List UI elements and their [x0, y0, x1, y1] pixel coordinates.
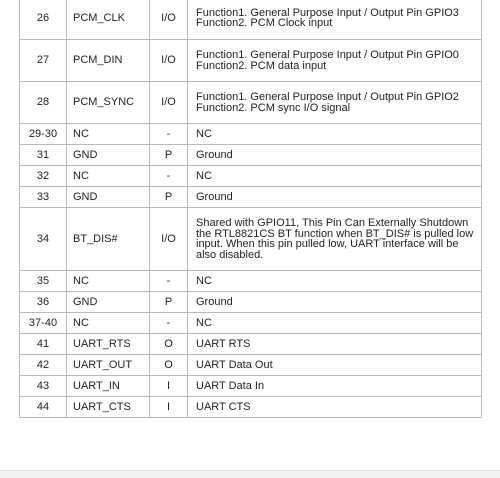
pin-name: NC: [67, 271, 150, 292]
pin-name: UART_IN: [67, 376, 150, 397]
pin-type: I: [150, 397, 188, 418]
pin-name: UART_OUT: [67, 355, 150, 376]
pin-number: 37-40: [20, 313, 67, 334]
description-line: also disabled.: [196, 248, 264, 261]
pin-type: I/O: [150, 40, 188, 82]
table-row: [20, 82, 482, 124]
pin-type: -: [150, 166, 188, 187]
pin-description: [188, 145, 482, 166]
pin-type: -: [150, 313, 188, 334]
table-row: [20, 397, 482, 418]
pin-name: NC: [67, 166, 150, 187]
description-line: UART RTS: [196, 337, 251, 350]
pin-description: [188, 376, 482, 397]
description-line: UART Data In: [196, 379, 265, 392]
pin-description: [188, 40, 482, 82]
pin-description: [188, 313, 482, 334]
pin-number: 43: [20, 376, 67, 397]
pin-type: -: [150, 271, 188, 292]
pin-description: [188, 208, 482, 271]
description-line: Function1. General Purpose Input / Output Pin GPIO3: [196, 6, 459, 19]
pin-number: 34: [20, 208, 67, 271]
pin-type: O: [150, 334, 188, 355]
pin-name: GND: [67, 187, 150, 208]
description-line: Shared with GPIO11, This Pin Can Externally Shutdown: [196, 217, 469, 229]
pin-number: 33: [20, 187, 67, 208]
pin-number: 27: [20, 40, 67, 82]
table-row: [20, 124, 482, 145]
description-line: Ground: [196, 148, 233, 161]
pin-description: [188, 334, 482, 355]
description-line: UART CTS: [196, 400, 251, 413]
description-line: Function2. PCM sync I/O signal: [196, 101, 351, 114]
table-row: [20, 376, 482, 397]
pin-name: PCM_SYNC: [67, 82, 150, 124]
pin-name: GND: [67, 145, 150, 166]
pin-number: 31: [20, 145, 67, 166]
description-line: Function2. PCM Clock input: [196, 17, 333, 29]
pin-description: [188, 292, 482, 313]
table-row: [20, 271, 482, 292]
pin-type: I/O: [150, 208, 188, 271]
table-row: [20, 334, 482, 355]
pin-number: 36: [20, 292, 67, 313]
pin-number: 26: [20, 0, 67, 40]
pin-table-body: [20, 0, 482, 418]
pin-number: 42: [20, 355, 67, 376]
description-line: NC: [196, 274, 212, 287]
table-row: [20, 208, 482, 271]
pin-name: NC: [67, 124, 150, 145]
pin-number: 28: [20, 82, 67, 124]
table-row: [20, 40, 482, 82]
pin-description: [188, 187, 482, 208]
description-line: Function1. General Purpose Input / Output Pin GPIO2: [196, 91, 459, 103]
pin-name: GND: [67, 292, 150, 313]
pin-description: [188, 82, 482, 124]
description-line: input. When this pin pulled low, UART interface will be: [196, 238, 459, 250]
pin-type: O: [150, 355, 188, 376]
table-row: [20, 187, 482, 208]
pin-number: 35: [20, 271, 67, 292]
pin-number: 41: [20, 334, 67, 355]
pin-type: I: [150, 376, 188, 397]
pin-type: P: [150, 292, 188, 313]
pin-description: [188, 355, 482, 376]
description-line: NC: [196, 316, 212, 329]
pin-name: BT_DIS#: [67, 208, 150, 271]
pin-number: 32: [20, 166, 67, 187]
description-line: Ground: [196, 295, 233, 308]
pin-description: [188, 166, 482, 187]
description-line: Function2. PCM data input: [196, 59, 327, 72]
pin-type: P: [150, 145, 188, 166]
table-row: [20, 0, 482, 40]
pin-name: UART_CTS: [67, 397, 150, 418]
pin-description: [188, 271, 482, 292]
table-row: [20, 145, 482, 166]
pin-name: PCM_CLK: [67, 0, 150, 40]
description-line: UART Data Out: [196, 358, 273, 371]
pin-description: [188, 0, 482, 40]
table-row: [20, 292, 482, 313]
pin-type: I/O: [150, 0, 188, 40]
description-line: NC: [196, 127, 212, 140]
pin-number: 29-30: [20, 124, 67, 145]
pin-description: [188, 124, 482, 145]
pin-name: NC: [67, 313, 150, 334]
pin-name: UART_RTS: [67, 334, 150, 355]
pin-name: PCM_DIN: [67, 40, 150, 82]
description-line: NC: [196, 169, 212, 182]
pin-description: [188, 397, 482, 418]
table-row: [20, 355, 482, 376]
pin-type: P: [150, 187, 188, 208]
description-line: Function1. General Purpose Input / Output Pin GPIO0: [196, 49, 459, 61]
pin-type: -: [150, 124, 188, 145]
page-bottom-strip: [0, 470, 500, 478]
description-line: Ground: [196, 190, 233, 203]
table-row: [20, 313, 482, 334]
pin-type: I/O: [150, 82, 188, 124]
description-line: the RTL8821CS BT function when BT_DIS# is pulled low: [196, 227, 474, 240]
pin-number: 44: [20, 397, 67, 418]
pin-definition-table: [19, 0, 482, 418]
table-row: [20, 166, 482, 187]
